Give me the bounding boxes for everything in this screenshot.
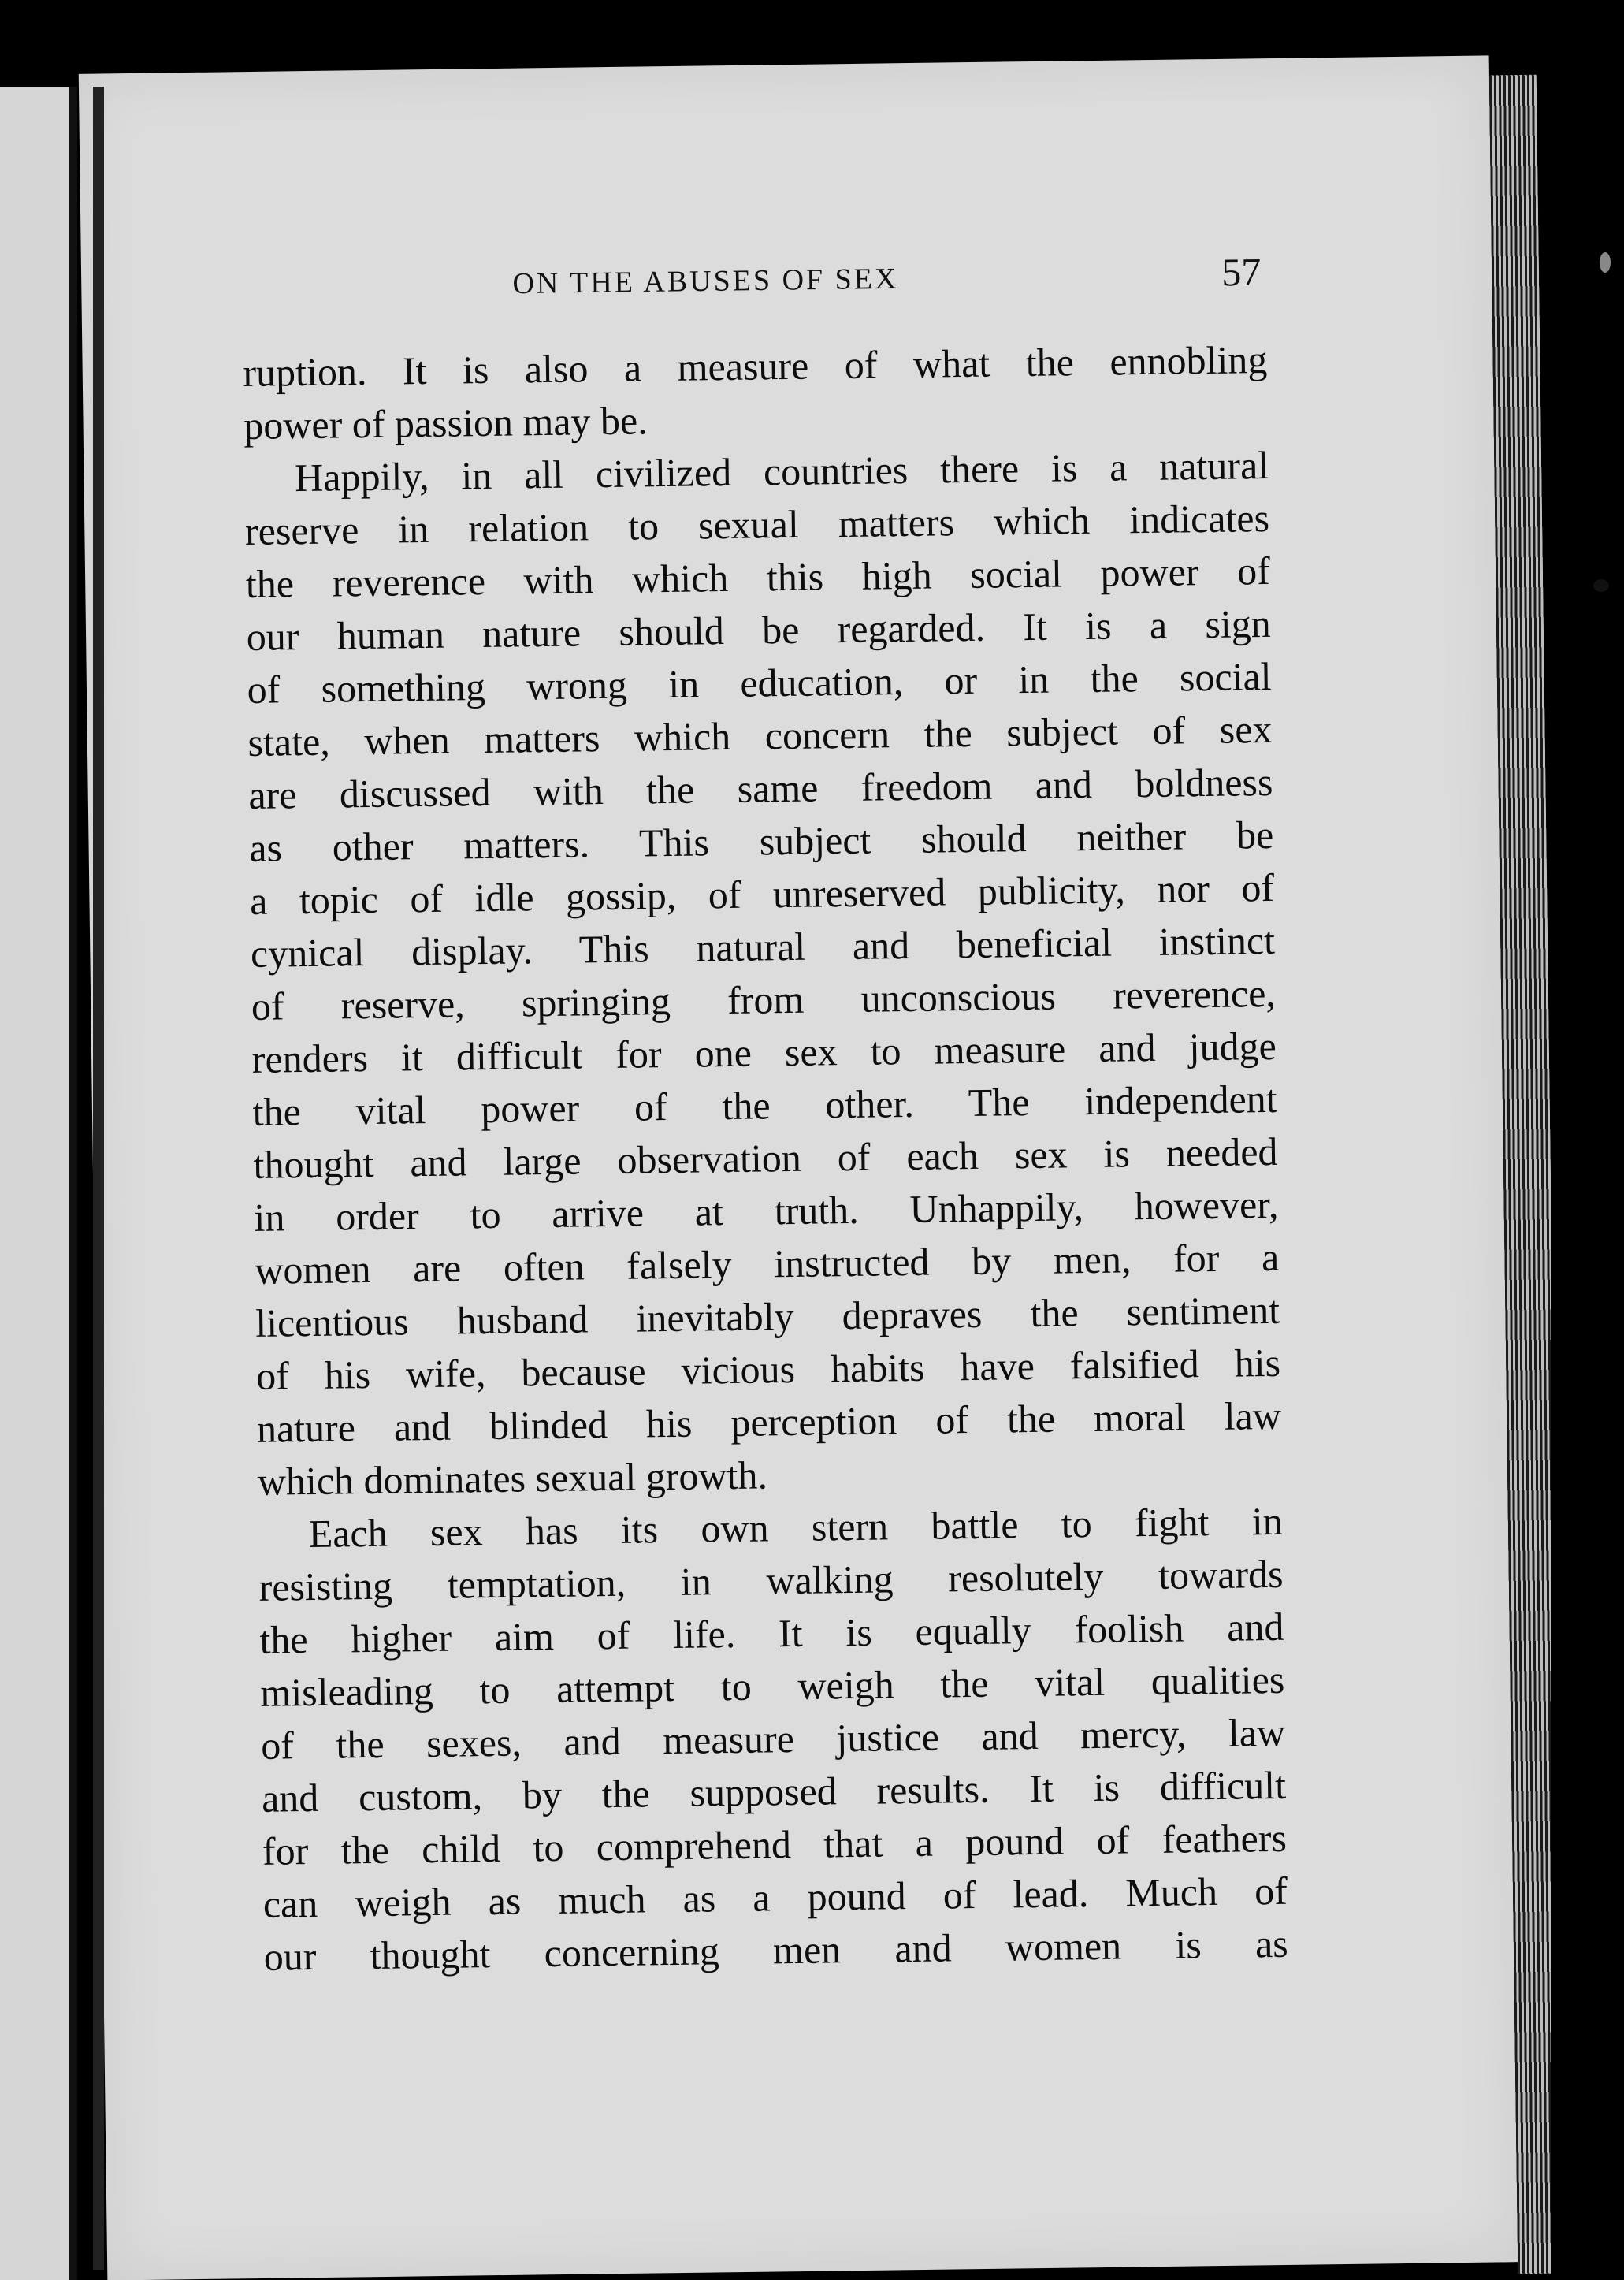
- dust-speck: [1593, 579, 1609, 592]
- page-number: 57: [1221, 249, 1262, 295]
- text-line: Happily, in all civilized countries there is a natural: [294, 442, 1269, 500]
- running-head: ON THE ABUSES OF SEX: [512, 262, 899, 301]
- text-line: of his wife, because vicious habits have falsified his: [255, 1340, 1281, 1398]
- text-line: cynical display. This natural and beneficial instinct: [250, 917, 1276, 976]
- text-line: renders it difficult for one sex to measure and judge: [251, 1023, 1277, 1081]
- text-line: of something wrong in education, or in the social: [247, 653, 1272, 712]
- text-line: can weigh as much as a pound of lead. Much of: [262, 1868, 1288, 1926]
- text-line: the reverence with which this high social power of: [245, 548, 1271, 606]
- text-line: which dominates sexual growth.: [257, 1452, 768, 1504]
- text-line: a topic of idle gossip, of unreserved publicity, nor of: [249, 865, 1275, 923]
- text-line: of the sexes, and measure justice and mercy, law: [260, 1709, 1286, 1768]
- text-line: reserve in relation to sexual matters which indicates: [244, 495, 1270, 553]
- scan-background: [1551, 0, 1624, 2280]
- text-line: in order to arrive at truth. Unhappily, however,: [254, 1181, 1279, 1240]
- text-line: our thought concerning men and women is as: [263, 1921, 1288, 1979]
- text-line: and custom, by the supposed results. It is difficult: [261, 1762, 1287, 1821]
- text-line: our human nature should be regarded. It is a sign: [246, 601, 1272, 659]
- text-line: misleading to attempt to weigh the vital qualities: [259, 1657, 1285, 1715]
- text-line: Each sex has its own stern battle to fight in: [308, 1498, 1283, 1557]
- text-line: resisting temptation, in walking resolutely towards: [258, 1551, 1284, 1609]
- text-line: power of passion may be.: [243, 398, 648, 448]
- dust-speck: [1600, 252, 1611, 273]
- adjacent-page-edge: [0, 87, 77, 2280]
- text-line: licentious husband inevitably depraves the sentiment: [255, 1287, 1280, 1345]
- text-line: of reserve, springing from unconscious reverence,: [251, 970, 1277, 1028]
- text-line: are discussed with the same freedom and boldness: [248, 759, 1273, 817]
- page-header: [402, 248, 1309, 323]
- text-line: nature and blinded his perception of the moral law: [256, 1393, 1282, 1451]
- text-line: for the child to comprehend that a pound of feathers: [262, 1815, 1288, 1873]
- body-text: [243, 333, 1288, 1984]
- text-line: thought and large observation of each sex is needed: [253, 1129, 1278, 1187]
- text-line: as other matters. This subject should neither be: [248, 812, 1274, 870]
- text-line: the higher aim of life. It is equally foolish and: [259, 1604, 1284, 1662]
- text-line: the vital power of the other. The independent: [252, 1076, 1277, 1134]
- text-line: state, when matters which concern the subject of sex: [247, 706, 1273, 764]
- text-line: ruption. It is also a measure of what the ennobling: [243, 337, 1268, 395]
- text-line: women are often falsely instructed by men, for a: [254, 1234, 1280, 1292]
- spine-shadow: [93, 87, 104, 2270]
